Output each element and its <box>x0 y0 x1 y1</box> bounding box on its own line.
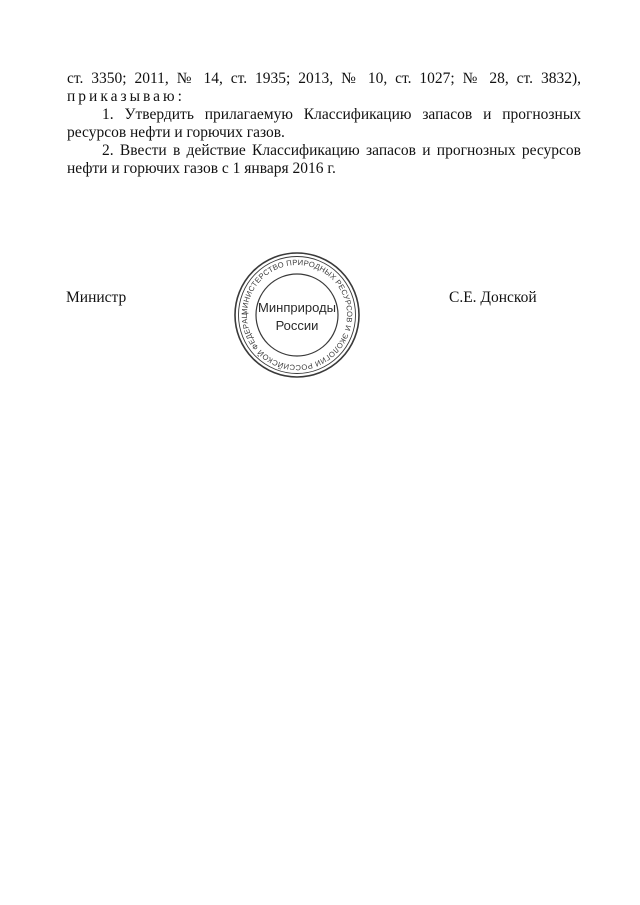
citation-line: ст. 3350; 2011, № 14, ст. 1935; 2013, № 10, ст. 1027; № 28, ст. 3832), <box>67 70 581 87</box>
item-1-line-2: ресурсов нефти и горючих газов. <box>67 124 285 141</box>
seal-center-line-1: Минприроды <box>258 300 336 315</box>
item-1-line-1: 1. Утвердить прилагаемую Классификацию запасов и прогнозных <box>102 106 581 123</box>
order-word: приказываю: <box>67 88 185 105</box>
seal-ring-text: МИНИСТЕРСТВО ПРИРОДНЫХ РЕСУРСОВ И ЭКОЛОГИИ РОССИЙСКОЙ ФЕДЕРАЦ <box>239 257 355 373</box>
item-2-line-2: нефти и горючих газов с 1 января 2016 г. <box>67 160 336 177</box>
item-2-line-1: 2. Ввести в действие Классификацию запасов и прогнозных ресурсов <box>102 142 581 159</box>
signatory-name: С.Е. Донской <box>449 289 537 306</box>
official-seal <box>232 250 362 380</box>
seal-center-line-2: России <box>275 318 319 333</box>
signatory-position: Министр <box>66 289 127 306</box>
